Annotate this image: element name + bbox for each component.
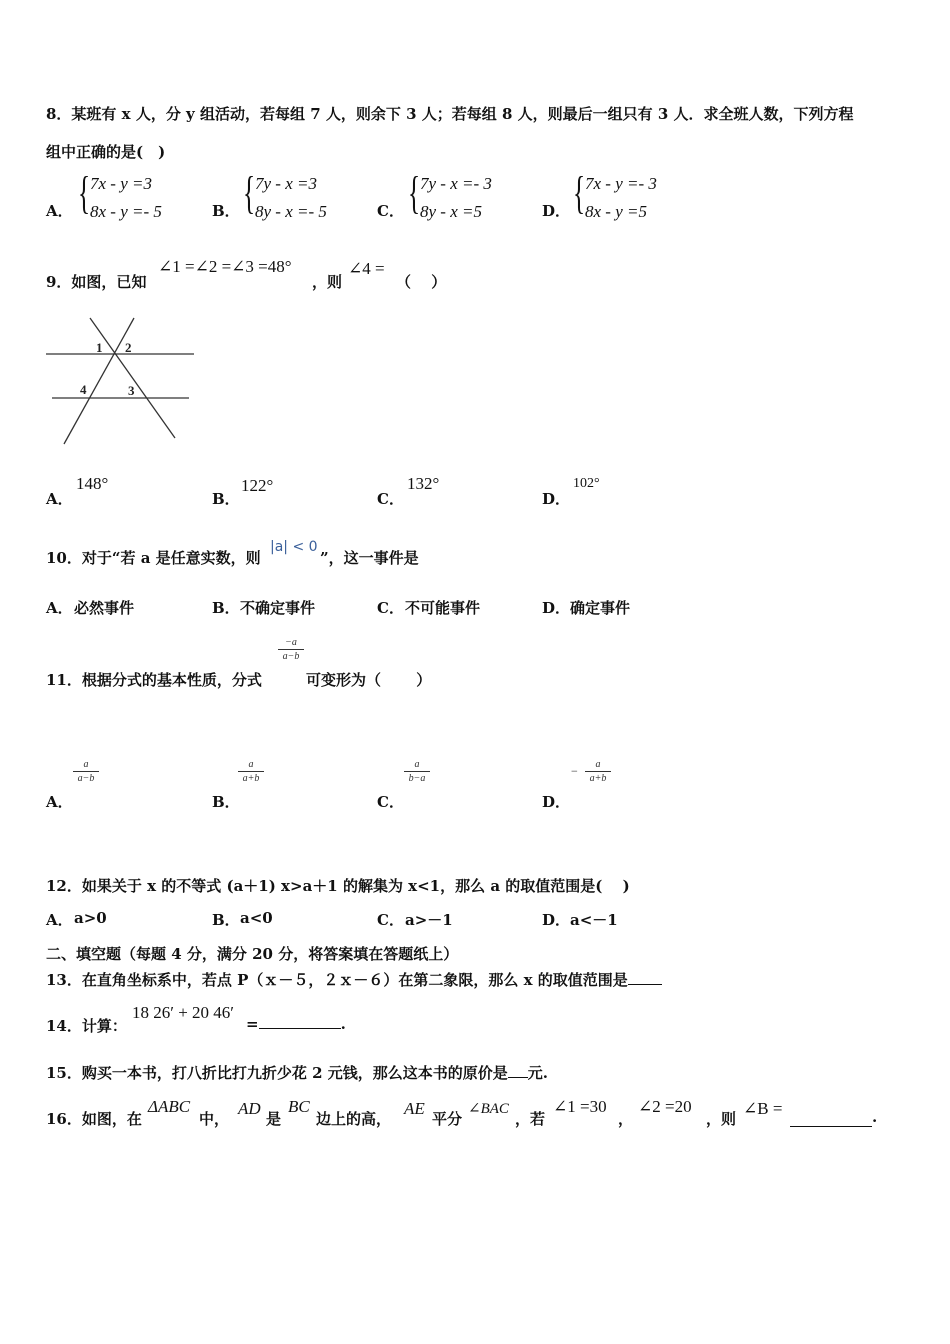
answer-blank[interactable] [259,1028,341,1029]
option-label: B． [212,490,240,508]
q16-p7: ， [618,1110,634,1128]
answer-blank[interactable] [628,984,662,985]
q16-p8: ，则 [706,1110,737,1128]
fraction-numerator: −a [285,637,297,648]
option-label: D． [542,793,571,811]
option-value: 148° [76,474,109,493]
parallel-lines-figure [44,314,199,449]
q13-text [46,969,662,990]
q13-question: 13．在直角坐标系中，若点 P（ｘ－５，２ｘ－６）在第二象限，那么 x 的取值范围是 [46,971,628,989]
equation-line: 7y - x =- 3 [420,174,492,193]
brace: { [78,167,91,218]
q16-answer [790,1108,877,1127]
q12-text: 12．如果关于 x 的不等式 (a＋1) x>a＋1 的解集为 x<1，那么 a 的取值范围是( ) [46,877,630,895]
fraction-numerator: a [595,759,601,770]
option-text: a>－1 [405,911,453,929]
option-label: A． [46,490,73,508]
fraction-numerator: a [248,759,254,770]
q11-suffix: 可变形为（ ） [306,671,432,689]
option-label: C． [377,490,404,508]
option-label: C． [377,599,404,617]
fraction-denominator: a+b [242,773,260,784]
option-label: B． [212,911,240,929]
answer-blank[interactable] [508,1077,528,1078]
option-text: 不确定事件 [240,599,316,617]
option-fraction [238,759,264,784]
option-value: 102° [573,476,600,491]
option-label: D． [542,911,571,929]
option-label: A． [46,599,73,617]
equation-line: 8x - y =- 5 [90,202,162,221]
option-label: C． [377,202,404,220]
brace: { [573,167,586,218]
q16-p2: 中， [199,1110,230,1128]
q11-prefix: 11．根据分式的基本性质，分式 [46,671,262,689]
equation-system [78,167,198,230]
option-text: 不可能事件 [405,599,481,617]
option-label: A． [46,911,73,929]
angle-label-1: 1 [96,340,103,355]
q16-f6: ∠1 =30 [553,1097,607,1116]
q9-formula2: ∠4 = [348,259,385,278]
q16-p4: 边上的高， [316,1110,392,1128]
q15-text [46,1062,548,1083]
q14-answer [246,1015,346,1033]
q9-suffix: （ ） [396,273,447,291]
equation-system [573,167,693,230]
option-label: B． [212,793,240,811]
option-label: B． [212,202,240,220]
q15-question: 15．购买一本书，打八折比打九折少花 2 元钱，那么这本书的原价是 [46,1064,508,1082]
q14-prefix: 14．计算： [46,1017,127,1035]
period: . [340,1015,346,1033]
option-value: 122° [241,476,274,495]
fraction-bar [278,649,304,650]
option-fraction [404,759,430,784]
section-heading: 二、填空题（每题 4 分，满分 20 分，将答案填在答题纸上） [46,945,459,963]
q16-p1: 16．如图，在 [46,1110,142,1128]
q10-formula: |a| < 0 [270,539,318,555]
fraction-numerator: a [83,759,89,770]
option-value: 132° [407,474,440,493]
equation-line: 8x - y =5 [585,202,647,221]
transversal-right [90,318,175,438]
q16-f5: ∠BAC [468,1101,509,1117]
q10-prefix: 10．对于“若 a 是任意实数，则 [46,549,261,567]
q16-p3: 是 [266,1110,282,1128]
fraction-numerator: a [414,759,420,770]
fraction-denominator: a−b [282,651,300,662]
transversal-left [64,318,134,444]
q16-p6: ，若 [515,1110,546,1128]
option-text: a<0 [240,909,273,927]
equation-line: 8y - x =5 [420,202,482,221]
option-sign: − [571,764,578,778]
fraction-denominator: a−b [77,773,95,784]
fraction-denominator: a+b [589,773,607,784]
equation-system [243,167,363,230]
q9-middle: ，则 [312,273,343,291]
q16-f7: ∠2 =20 [638,1097,692,1116]
option-label: D． [542,202,571,220]
option-label: D． [542,490,571,508]
option-label: C． [377,911,404,929]
equation-system [408,167,528,230]
brace: { [243,167,256,218]
q8-line2: 组中正确的是( ) [46,143,166,161]
option-label: B． [212,599,240,617]
option-text: a>0 [74,909,107,927]
fraction-denominator: b−a [408,773,426,784]
equation-line: 7y - x =3 [255,174,317,193]
q14-formula: 18 26′ + 20 46′ [132,1003,235,1022]
q10-suffix: ”，这一事件是 [320,549,419,567]
option-label: A． [46,793,73,811]
q16-f3: BC [288,1097,310,1116]
q11-fraction [278,637,304,662]
q15-suffix: 元. [527,1064,548,1082]
equation-line: 7x - y =3 [90,174,152,193]
option-label: D． [542,599,571,617]
q16-f4: AE [404,1099,425,1118]
equals-sign: = [246,1015,259,1033]
equation-line: 8y - x =- 5 [255,202,327,221]
q16-p5: 平分 [432,1110,463,1128]
option-label: A． [46,202,73,220]
angle-label-3: 3 [128,383,135,398]
option-text: 必然事件 [74,599,135,617]
q9-prefix: 9．如图，已知 [46,273,147,291]
fraction-bar [238,771,264,772]
q16-f2: AD [238,1099,261,1118]
answer-blank[interactable] [790,1108,872,1127]
period: . [872,1108,878,1126]
option-text: 确定事件 [570,599,631,617]
brace: { [408,167,421,218]
option-fraction [73,759,99,784]
q16-f1: ΔABC [148,1097,191,1116]
fraction-bar [404,771,430,772]
option-label: C． [377,793,404,811]
fraction-bar [73,771,99,772]
option-fraction [585,759,611,784]
q9-formula: ∠1 =∠2 =∠3 =48° [158,257,292,276]
angle-label-4: 4 [80,382,87,397]
angle-label-2: 2 [125,340,132,355]
fraction-bar [585,771,611,772]
q8-line1: 8．某班有 x 人，分 y 组活动，若每组 7 人，则余下 3 人；若每组 8 人，则最后一组只有 3 人．求全班人数，下列方程 [46,105,854,123]
q16-f8: ∠B = [743,1099,783,1118]
option-text: a<－1 [570,911,618,929]
equation-line: 7x - y =- 3 [585,174,657,193]
